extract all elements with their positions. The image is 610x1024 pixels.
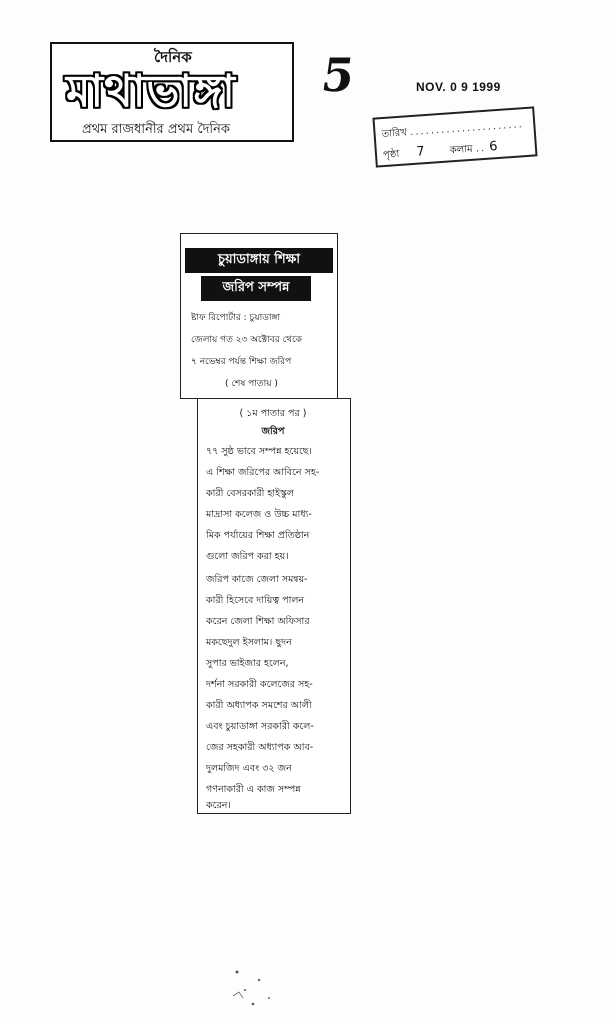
clipping-text-line: মকছেদুল ইসলাম। ছুদন [206,637,292,648]
slip-page-row [383,139,499,165]
clipping-continued-note: ( শেষ পাতায় ) [225,379,278,389]
clipping-text-line: করেন জেলা শিক্ষা অফিসার [206,616,310,627]
masthead-small-word: দৈনিক [154,48,192,66]
clipping-headline-2: জরিপ সম্পন্ন [201,276,311,301]
clipping-text-line: সুপার ভাইজার হলেন, [206,658,289,669]
clipping-text-line: দুলমজিদ এবং ৩২ জন [206,763,292,774]
clipping-text-line: জরিপ কাজে জেলা সমন্বয়- [206,574,308,585]
clipping-text-line: ৭ নভেম্বর পর্যন্ত শিক্ষা জরিপ [191,357,292,367]
clipping-subhead: জরিপ [261,426,285,437]
slip-column-value: 6 [488,139,499,155]
masthead-title: মাথাভাঙ্গা [66,66,236,117]
slip-page-value: 7 [415,144,426,160]
news-clipping-front [180,233,338,399]
slip-column-label: কলাম [449,143,474,157]
masthead-tagline: প্রথম রাজধানীর প্রথম দৈনিক [82,122,230,137]
clipping-text-line: এবং চুয়াডাঙ্গা সরকারী কলে- [206,721,314,732]
clipping-text-line: ৭৭ সুষ্ঠ ভাবে সম্পন্ন হয়েছে। [206,446,312,457]
clipping-text-line: কারী বেসরকারী হাইস্কুল [206,488,294,499]
clipping-text-line: জেলায় গত ২৩ অক্টোবর থেকে [191,335,302,345]
clipping-text-line: মাদ্রাসা কলেজ ও উচ্চ মাধ্য- [206,509,312,520]
slip-date-label: তারিখ [381,127,408,141]
date-stamp: NOV. 0 9 1999 [416,80,501,94]
slip-date-row [381,117,524,144]
clipping-text-line: ষ্টাফ রিপোর্টার : চুয়াডাঙ্গা [191,313,281,323]
slip-dots: ...................... [409,119,525,139]
handwritten-number: 5 [318,48,358,102]
clipping-text-line: গণনাকারী এ কাজ সম্পন্ন [206,784,301,795]
clipping-text-line: কারী অধ্যাপক সমশের আলী [206,700,312,711]
label-slip [372,106,537,167]
scan-specks [225,960,285,1010]
clipping-continued-from: ( ১ম পাতার পর ) [239,408,307,419]
slip-dots-2: .. [475,142,487,155]
clipping-text-line: করেন। [206,800,231,811]
clipping-text-line: কারী হিসেবে দায়িত্ব পালন [206,595,305,606]
newspaper-masthead [50,42,294,142]
news-clipping-continuation [197,398,351,814]
clipping-text-line: গুলো জরিপ করা হয়। [206,551,289,562]
clipping-text-line: এ শিক্ষা জরিপের আবিনে সহ- [206,467,320,478]
clipping-text-line: দর্শনা সরকারী কলেজের সহ- [206,679,313,690]
clipping-text-line: জের সহকারী অধ্যাপক আব- [206,742,314,753]
slip-page-label: পৃষ্ঠা [382,148,400,162]
clipping-text-line: মিক পর্যায়ের শিক্ষা প্রতিষ্ঠান [206,530,310,541]
clipping-headline-1: চুয়াডাঙ্গায় শিক্ষা [185,248,333,273]
